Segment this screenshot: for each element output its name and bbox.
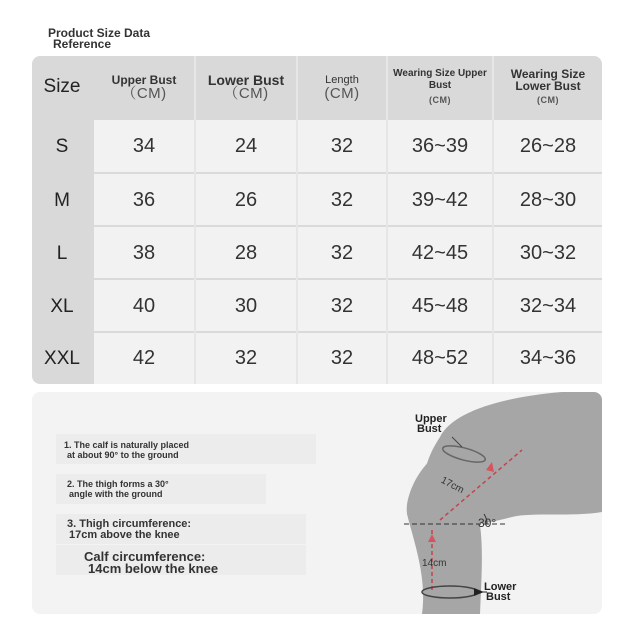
size-table xyxy=(32,56,602,384)
row-size-label: S xyxy=(55,135,69,157)
table-cell: 28~30 xyxy=(519,189,577,211)
title-line-2: Reference xyxy=(53,37,112,51)
table-cell: 40 xyxy=(132,295,156,317)
column-header-unit: （CM) xyxy=(223,85,269,102)
upper-bust-label-line: Bust xyxy=(417,423,442,435)
column-header-label: Length xyxy=(325,74,359,86)
table-cell: 45~48 xyxy=(411,295,469,317)
note-line: at about 90° to the ground xyxy=(67,450,179,460)
table-cell: 28 xyxy=(234,242,258,264)
title-line-1: Product Size Data xyxy=(48,26,151,40)
size-column-header: Size xyxy=(43,76,81,97)
table-cell: 38 xyxy=(132,242,156,264)
table-cell: 32 xyxy=(330,242,354,264)
note-line: Calf circumference: xyxy=(84,549,206,564)
measurement-guide xyxy=(32,392,602,614)
note-line: 1. The calf is naturally placed xyxy=(64,440,190,450)
column-header-unit: (CM) xyxy=(324,85,360,102)
lower-bust-label-line: Bust xyxy=(486,591,511,603)
note-line: 14cm below the knee xyxy=(88,561,219,576)
table-cell: 26~28 xyxy=(519,135,577,157)
upper-bust-label-line: Upper xyxy=(415,413,447,425)
table-cell: 32 xyxy=(330,135,354,157)
column-header-label: Lower Bust xyxy=(207,72,285,88)
column-header-unit: (CM) xyxy=(537,95,559,105)
table-cell: 30~32 xyxy=(519,242,577,264)
table-cell: 32 xyxy=(330,347,354,369)
column-header-upper-bust xyxy=(94,56,194,118)
leg-diagram xyxy=(32,392,602,614)
thigh-distance-label: 17cm xyxy=(438,474,466,497)
table-cell: 39~42 xyxy=(411,189,469,211)
table-cell: 32 xyxy=(330,295,354,317)
note-line: 3. Thigh circumference: xyxy=(67,518,192,530)
upper-bust-label xyxy=(415,414,447,434)
table-cell: 48~52 xyxy=(411,347,469,369)
row-size-label: XXL xyxy=(44,347,80,369)
table-cell: 32 xyxy=(234,347,258,369)
table-cell: 24 xyxy=(234,135,258,157)
table-cell: 32 xyxy=(330,189,354,211)
table-cell: 34~36 xyxy=(519,347,577,369)
table-cell: 42 xyxy=(132,347,156,369)
column-header-label: Upper Bust xyxy=(111,73,177,87)
lower-bust-label-line: Lower xyxy=(484,581,517,593)
column-header-wearing-upper xyxy=(388,56,492,118)
column-header-wearing-lower xyxy=(494,56,602,118)
note-line: 17cm above the knee xyxy=(69,529,180,541)
table-cell: 32~34 xyxy=(519,295,577,317)
table-cell: 34 xyxy=(132,135,156,157)
column-header-unit: （CM) xyxy=(121,85,167,102)
table-cell: 36~39 xyxy=(411,135,469,157)
column-header-lower-bust xyxy=(196,56,296,118)
column-header-label: Wearing Size Upper Bust xyxy=(393,68,487,91)
column-header-unit: (CM) xyxy=(429,95,451,105)
angle-label: 30° xyxy=(478,516,497,530)
document-title xyxy=(48,28,150,50)
row-size-label: M xyxy=(54,189,70,211)
calf-distance-label: 14cm xyxy=(422,558,447,569)
table-cell: 36 xyxy=(132,189,156,211)
column-header-length xyxy=(298,56,386,118)
note-line: angle with the ground xyxy=(69,489,163,499)
table-cell: 42~45 xyxy=(411,242,469,264)
row-size-label: XL xyxy=(50,295,74,317)
note-line: 2. The thigh forms a 30° xyxy=(67,479,169,489)
row-size-label: L xyxy=(56,242,68,264)
lower-bust-label xyxy=(484,582,516,602)
column-header-label: Wearing Size Lower Bust xyxy=(510,67,586,93)
table-cell: 26 xyxy=(234,189,258,211)
table-cell: 30 xyxy=(234,295,258,317)
